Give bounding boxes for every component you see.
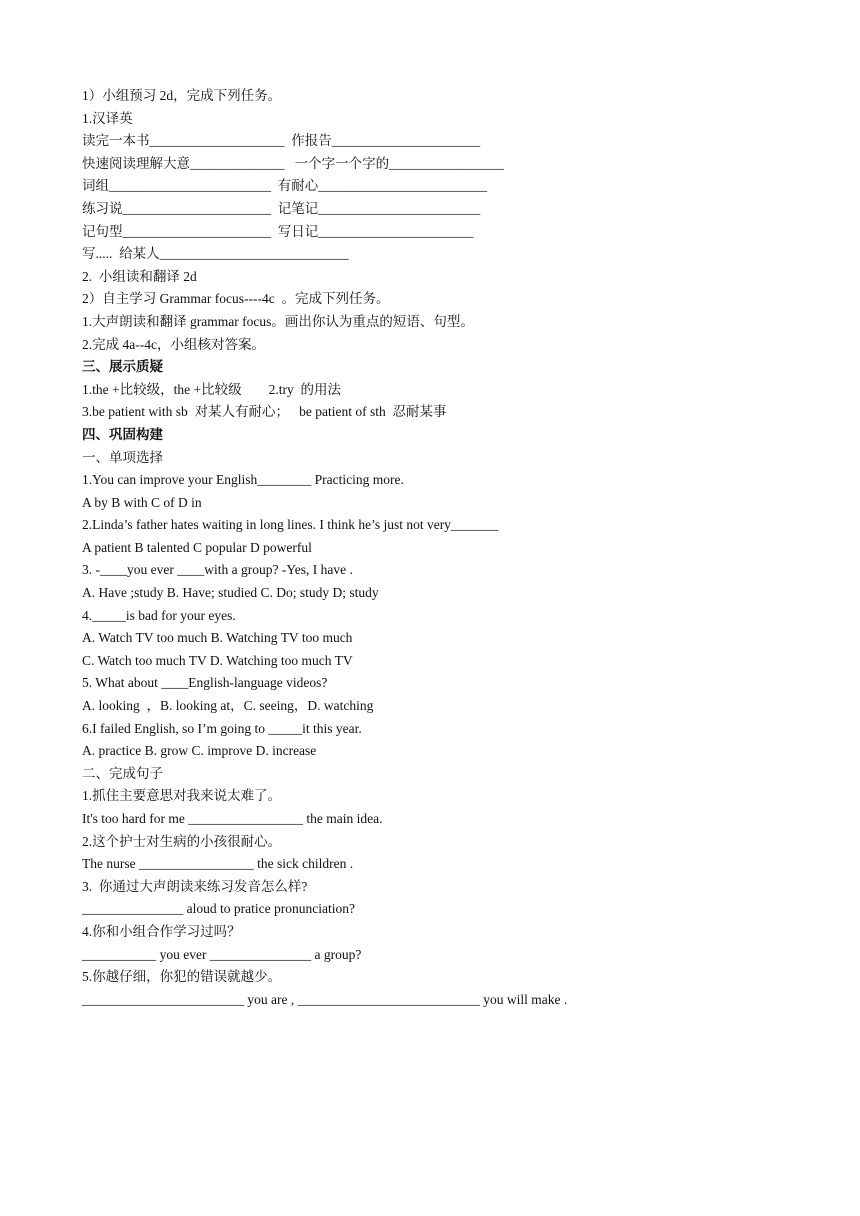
phrase-line: 快速阅读理解大意______________ 一个字一个字的_________________ [82,155,504,171]
task-line: 1.大声朗读和翻译 grammar focus。画出你认为重点的短语、句型。 [82,313,474,329]
section-heading-consolidate: 四、巩固构建 [82,426,163,442]
grammar-point: 3.be patient with sb 对某人有耐心； be patient of sth 忍耐某事 [82,404,447,420]
sentence-blank: ___________ you ever _______________ a group? [82,946,362,962]
sentence-prompt: 5.你越仔细，你犯的错误就越少。 [82,969,282,985]
sentence-prompt: 1.抓住主要意思对我来说太难了。 [82,788,282,804]
sentence-prompt: 3. 你通过大声朗读来练习发音怎么样? [82,878,308,894]
options-line: C. Watch too much TV D. Watching too much TV [82,652,353,668]
question-line: 5. What about ____English-language videos? [82,675,328,691]
task-1-heading: 1）小组预习 2d，完成下列任务。 [82,88,282,103]
options-line: A. Have ;study B. Have; studied C. Do; study D; study [82,585,379,601]
task-2-heading: 2）自主学习 Grammar focus----4c 。完成下列任务。 [82,291,390,307]
sentence-blank: The nurse _________________ the sick children . [82,856,354,872]
phrase-line: 词组________________________ 有耐心_________________________ [82,178,487,194]
phrase-line: 写..... 给某人____________________________ [82,246,349,262]
subsection-heading-multiple-choice: 一、单项选择 [82,449,163,465]
sentence-prompt: 4.你和小组合作学习过吗？ [82,923,241,939]
task-line: 2.完成 4a--4c，小组核对答案。 [82,336,265,352]
question-line: 4._____is bad for your eyes. [82,607,236,623]
phrase-line: 读完一本书____________________ 作报告______________________ [82,133,481,149]
options-line: A. Watch TV too much B. Watching TV too much [82,630,353,646]
options-line: A. looking ，B. looking at，C. seeing，D. watching [82,698,374,714]
phrase-line: 记句型______________________ 写日记_______________________ [82,223,474,239]
sentence-blank: _______________ aloud to pratice pronunciation? [82,901,355,917]
sentence-blank: It's too hard for me _________________ the main idea. [82,811,383,826]
options-line: A patient B talented C popular D powerful [82,539,312,555]
grammar-point: 1.the +比较级，the +比较级 2.try 的用法 [82,381,341,397]
worksheet-content [82,85,782,1011]
question-line: 1.You can improve your English________ Practicing more. [82,472,404,488]
section-heading-show-question: 三、展示质疑 [82,359,163,375]
question-line: 6.I failed English, so I’m going to _____it this year. [82,720,362,736]
question-line: 2.Linda’s father hates waiting in long lines. I think he’s just not very_______ [82,517,499,533]
task-line: 2. 小组读和翻译 2d [82,268,197,284]
translate-heading: 1.汉译英 [82,110,133,126]
subsection-heading-complete-sentences: 二、完成句子 [82,765,163,781]
options-line: A by B with C of D in [82,494,202,510]
sentence-prompt: 2.这个护士对生病的小孩很耐心。 [82,833,282,849]
phrase-line: 练习说______________________ 记笔记________________________ [82,200,481,216]
sentence-blank: ________________________ you are , ___________________________ you will make . [82,991,568,1007]
question-line: 3. -____you ever ____with a group? -Yes, I have . [82,562,353,578]
options-line: A. practice B. grow C. improve D. increase [82,743,317,759]
